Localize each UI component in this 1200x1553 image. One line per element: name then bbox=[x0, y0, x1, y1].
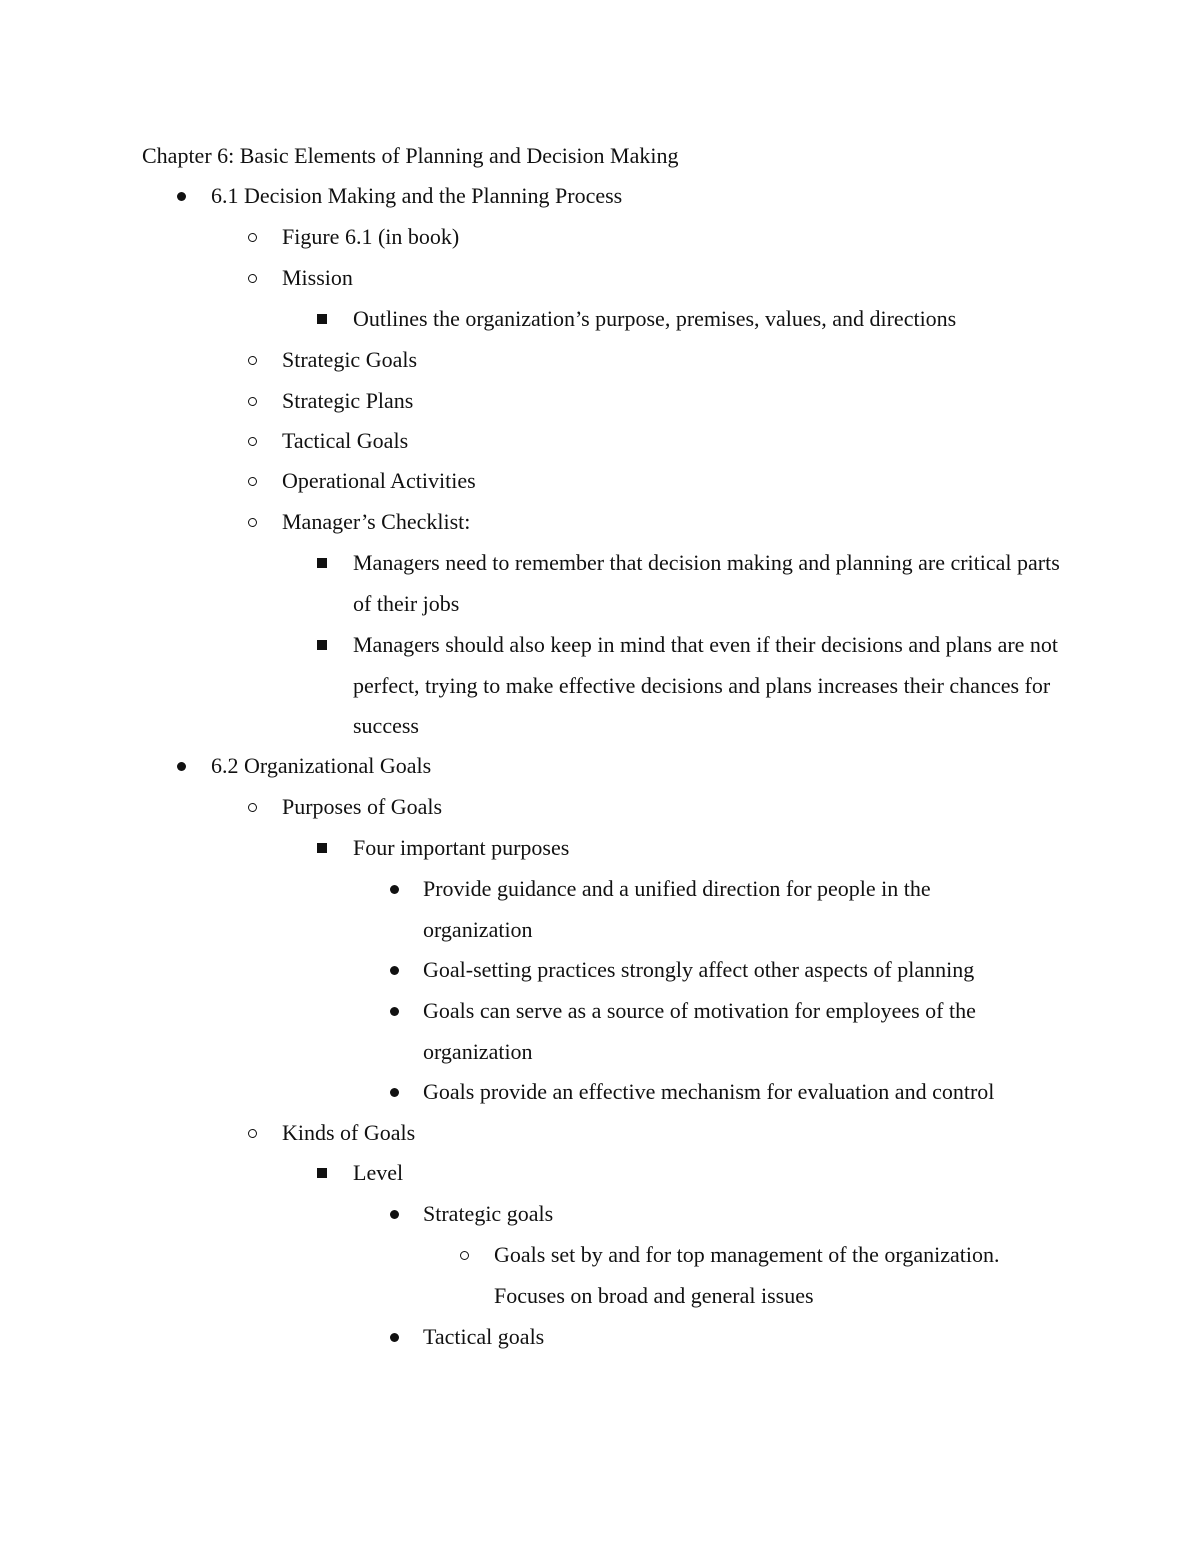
filled-disc-bullet-icon bbox=[387, 950, 401, 991]
filled-disc-bullet-icon bbox=[387, 869, 401, 910]
list-item-text: 6.1 Decision Making and the Planning Process bbox=[211, 183, 623, 208]
list-item bbox=[282, 787, 1112, 828]
hollow-circle-bullet-icon bbox=[245, 1113, 259, 1154]
list-item-text: Kinds of Goals bbox=[282, 1120, 416, 1145]
list-item-text: Operational Activities bbox=[282, 468, 476, 493]
list-item-text: Goals provide an effective mechanism for evaluation and control bbox=[423, 1079, 995, 1104]
hollow-circle-bullet-icon bbox=[245, 787, 259, 828]
list-item bbox=[282, 217, 1112, 258]
list-item-text: Managers need to remember that decision making and planning are critical parts of their jobs bbox=[353, 550, 1060, 616]
list-item-text: Four important purposes bbox=[353, 835, 570, 860]
list-item-text: Goals can serve as a source of motivation for employees of the organization bbox=[423, 998, 976, 1064]
list-item bbox=[423, 950, 1043, 991]
list-item bbox=[282, 421, 1112, 462]
section-heading-6-1 bbox=[211, 176, 1111, 217]
hollow-circle-bullet-icon bbox=[245, 381, 259, 422]
filled-disc-bullet-icon bbox=[387, 991, 401, 1032]
list-item-text: Strategic Goals bbox=[282, 347, 418, 372]
list-item-text: Goal-setting practices strongly affect other aspects of planning bbox=[423, 957, 975, 982]
list-item bbox=[423, 869, 1043, 950]
hollow-circle-bullet-icon bbox=[245, 502, 259, 543]
list-item bbox=[282, 461, 1112, 502]
list-item-text: Tactical Goals bbox=[282, 428, 409, 453]
list-item bbox=[423, 1194, 1043, 1235]
list-item-text: Goals set by and for top management of the organization. Focuses on broad and general issues bbox=[494, 1242, 1000, 1308]
list-item bbox=[353, 625, 1065, 747]
list-item-text: Purposes of Goals bbox=[282, 794, 443, 819]
list-item bbox=[353, 828, 1065, 869]
list-item-text: Strategic Plans bbox=[282, 388, 414, 413]
filled-disc-bullet-icon bbox=[387, 1072, 401, 1113]
list-item-text: Strategic goals bbox=[423, 1201, 554, 1226]
hollow-circle-bullet-icon bbox=[245, 340, 259, 381]
square-bullet-icon bbox=[315, 299, 329, 340]
square-bullet-icon bbox=[315, 828, 329, 869]
list-item bbox=[282, 1113, 1112, 1154]
list-item-text: Level bbox=[353, 1160, 404, 1185]
hollow-circle-bullet-icon bbox=[245, 258, 259, 299]
list-item bbox=[423, 991, 1043, 1072]
list-item bbox=[282, 381, 1112, 422]
filled-disc-bullet-icon bbox=[387, 1317, 401, 1358]
hollow-circle-bullet-icon bbox=[245, 461, 259, 502]
list-item bbox=[353, 299, 1065, 340]
square-bullet-icon bbox=[315, 543, 329, 584]
list-item bbox=[282, 502, 1112, 543]
list-item bbox=[423, 1072, 1043, 1113]
section-heading-6-2 bbox=[211, 746, 1111, 787]
list-item bbox=[494, 1235, 1054, 1316]
list-item-text: Figure 6.1 (in book) bbox=[282, 224, 460, 249]
list-item bbox=[353, 1153, 1065, 1194]
list-item-text: Manager’s Checklist: bbox=[282, 509, 471, 534]
list-item-text: Managers should also keep in mind that even if their decisions and plans are not perfect, trying to make effective decisions and plans increases their chances for success bbox=[353, 632, 1059, 739]
hollow-circle-bullet-icon bbox=[245, 421, 259, 462]
list-item bbox=[423, 1317, 1043, 1358]
filled-disc-bullet-icon bbox=[387, 1194, 401, 1235]
square-bullet-icon bbox=[315, 1153, 329, 1194]
list-item-text: Tactical goals bbox=[423, 1324, 545, 1349]
hollow-circle-bullet-icon bbox=[245, 217, 259, 258]
list-item bbox=[353, 543, 1065, 624]
filled-disc-bullet-icon bbox=[174, 746, 188, 787]
document-title: Chapter 6: Basic Elements of Planning and Decision Making bbox=[142, 143, 679, 168]
list-item-text: Outlines the organization’s purpose, premises, values, and directions bbox=[353, 306, 957, 331]
list-item-text: Mission bbox=[282, 265, 353, 290]
hollow-circle-bullet-icon bbox=[457, 1235, 471, 1276]
list-item-text: Provide guidance and a unified direction for people in the organization bbox=[423, 876, 931, 942]
list-item-text: 6.2 Organizational Goals bbox=[211, 753, 432, 778]
list-item bbox=[282, 258, 1112, 299]
square-bullet-icon bbox=[315, 625, 329, 666]
list-item bbox=[282, 340, 1112, 381]
filled-disc-bullet-icon bbox=[174, 176, 188, 217]
